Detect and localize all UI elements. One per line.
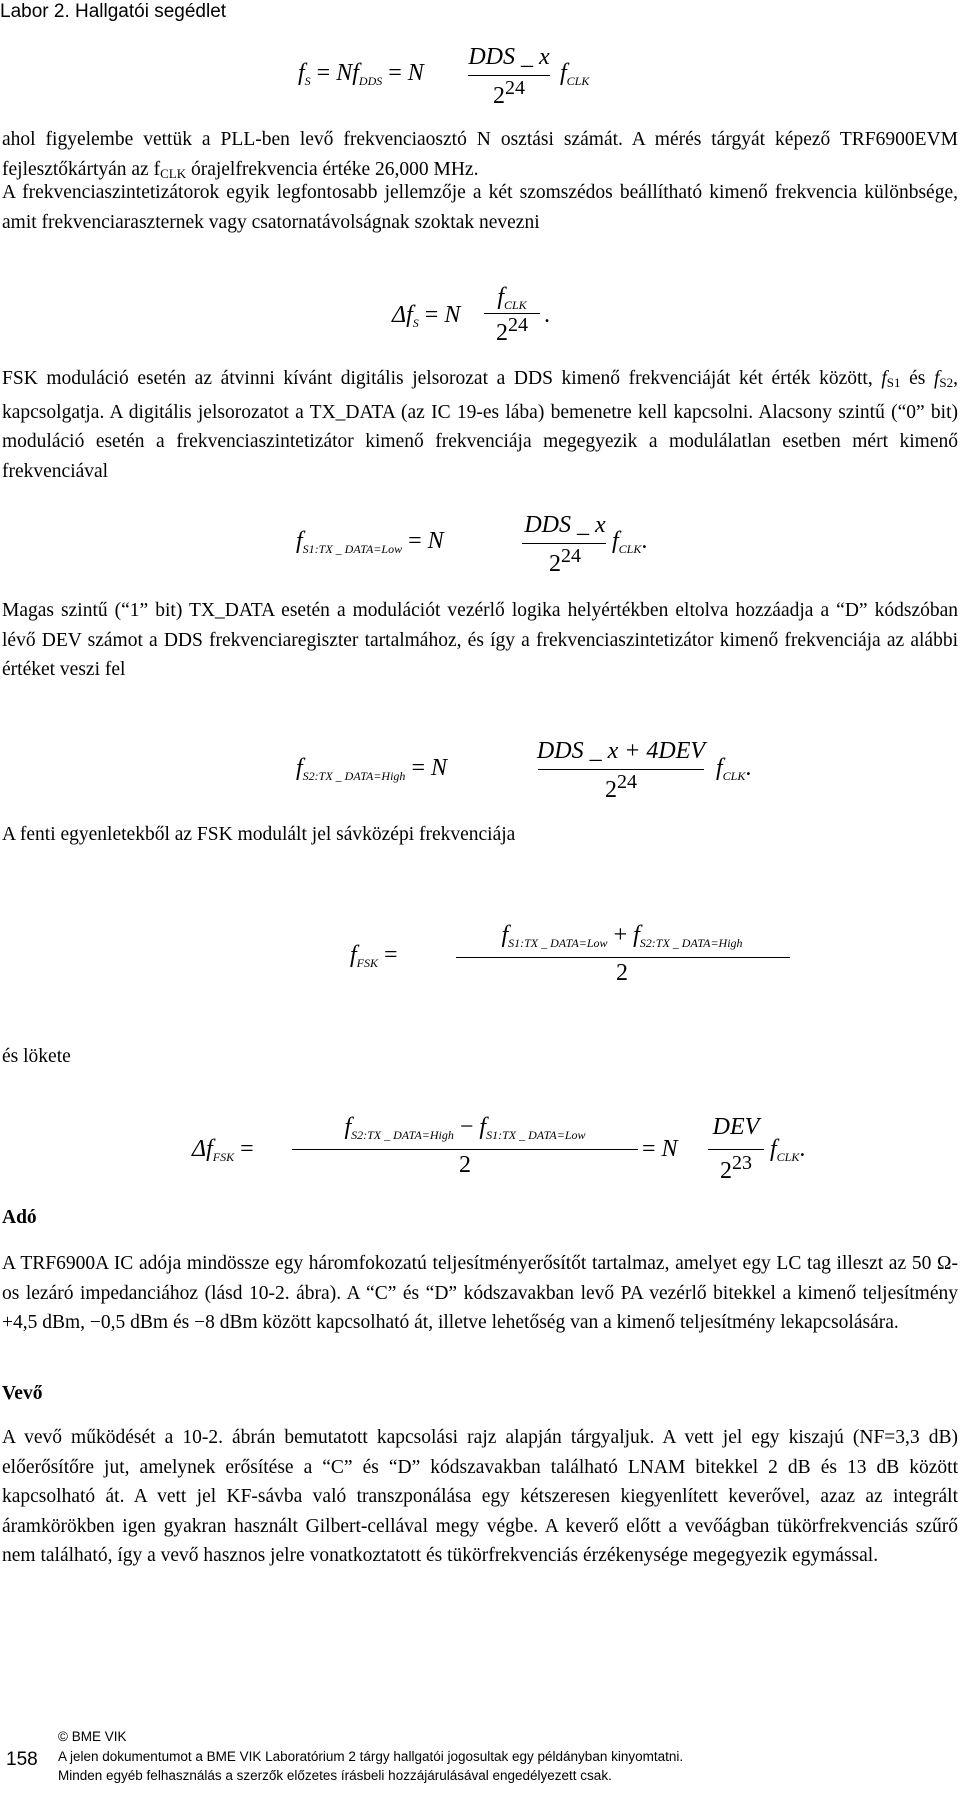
eq2-sub: S <box>412 316 419 330</box>
eq6-den2-exp: 23 <box>732 1152 752 1174</box>
eq6-num-a-sub: S2:TX _ DATA=High <box>351 1128 454 1142</box>
para3-f1-sub: S1 <box>886 375 901 390</box>
eq1-equals-2: = <box>388 60 402 86</box>
eq4-den-exp: 24 <box>617 771 637 793</box>
eq3-equals: = <box>408 528 422 554</box>
eq6-n: N <box>661 1136 678 1162</box>
eq6-num-b: f <box>479 1114 487 1140</box>
footer-line-2: Minden egyéb felhasználás a szerzők előzetes írásbeli hozzájárulásával engedélyezett csak. <box>58 1768 612 1783</box>
paragraph-3-b: , kapcsolgatja. A digitális jelsorozatot a TX_DATA (az IC 19-es lába) bemenetre kell kapcsolni. Alacsony szintű (“0” bit) moduláció esetén a frekvenciaszintetizátor kimenő frekvenciája megegyezik a modulálatlan esetben mért kimenő frekvenciával <box>2 368 958 482</box>
eq5-lhs: f <box>350 942 357 968</box>
page-header: Labor 2. Hallgatói segédlet <box>0 1 227 22</box>
eq3-lhs: f <box>296 528 303 554</box>
paragraph-3 <box>2 364 958 486</box>
eq6-num2: DEV <box>712 1114 760 1140</box>
eq1-nf-sub: DDS <box>358 74 383 88</box>
eq6-num-b-sub: S1:TX _ DATA=Low <box>486 1128 586 1142</box>
eq2-delta: Δf <box>392 302 413 328</box>
eq1-lhs-sub: S <box>304 74 311 88</box>
eq6-dot: . <box>799 1136 806 1162</box>
para3-f1: f <box>881 368 887 389</box>
paragraph-ado: A TRF6900A IC adója mindössze egy háromfokozatú teljesítményerősítőt tartalmaz, amelyet egy LC tag illeszt az 50 Ω-os lezáró impedanciához (lásd 10-2. ábra). A “C” és “D” kódszavakban levő PA vezérlő bitekkel a kimenő teljesítmény +4,5 dBm, −0,5 dBm és −8 dBm között kapcsolható át, illetve lehetőség van a kimenő teljesítmény lekapcsolására. <box>2 1253 958 1333</box>
heading-vevo: Vevő <box>2 1383 43 1404</box>
eq5-equals: = <box>384 942 398 968</box>
paragraph-1-tail: órajelfrekvencia értéke 26,000 MHz. <box>186 158 479 180</box>
eq5-num-a-sub: S1:TX _ DATA=Low <box>508 936 608 950</box>
eq1-nf: Nf <box>336 60 359 86</box>
footer-line-1: A jelen dokumentumot a BME VIK Laboratórium 2 tárgy hallgatói jogosultak egy példányban kinyomtatni. <box>58 1749 684 1764</box>
eq5-plus: + <box>613 922 628 948</box>
eq4-lhs: f <box>296 755 303 781</box>
eq1-f-sub: CLK <box>566 74 590 88</box>
eq4-dot: . <box>745 755 752 781</box>
eq6-denominator: 2 <box>459 1152 471 1178</box>
eq5-num-b: f <box>633 922 640 948</box>
para3-f2-sub: S2 <box>939 375 954 390</box>
eq6-f-sub: CLK <box>776 1150 800 1164</box>
para3-f2: f <box>933 368 940 389</box>
eq3-n: N <box>427 528 444 554</box>
eq3-numerator: DDS _ x <box>524 512 606 538</box>
paragraph-1-sub: CLK <box>160 165 187 181</box>
eq1-numerator: DDS _ x <box>468 44 550 70</box>
eq4-lhs-sub: S2:TX _ DATA=High <box>302 769 406 783</box>
paragraph-1-text: ahol figyelembe vettük a PLL-ben levő frekvenciaosztó N osztási számát. A mérés tárgyát képező TRF6900EVM fejlesztőkártyán az f <box>2 129 958 180</box>
eq2-equals: = <box>424 302 439 328</box>
eq3-f: f <box>612 528 619 554</box>
paragraph-5: A fenti egyenletekből az FSK modulált jel sávközépi frekvenciája <box>2 824 516 845</box>
eq2-dot: . <box>544 302 550 328</box>
paragraph-2: A frekvenciaszintetizátorok egyik legfontosabb jellemzője a két szomszédos beállítható kimenő frekvencia különbsége, amit frekvenciaraszternek vagy csatornatávolságnak szoktak nevezni <box>2 182 958 233</box>
eq2-denominator: 2 <box>496 320 508 346</box>
eq2-den-exp: 24 <box>508 314 528 336</box>
eq6-minus: − <box>459 1114 474 1140</box>
eq4-denominator: 2 <box>605 777 617 803</box>
heading-ado: Adó <box>2 1207 37 1228</box>
eq2-n: N <box>444 302 461 328</box>
paragraph-4: Magas szintű (“1” bit) TX_DATA esetén a modulációt vezérlő logika helyértékben eltolva hozzáadja a “D” kódszóban lévő DEV számot a DDS frekvenciaregiszter tartalmához, és így a frekvenciaszintetizátor kimenő frekvenciája az alábbi értéket veszi fel <box>2 600 958 680</box>
eq3-lhs-sub: S1:TX _ DATA=Low <box>302 542 403 556</box>
para3-and: és <box>900 368 934 389</box>
eq4-f: f <box>716 755 723 781</box>
eq6-den2: 2 <box>720 1158 732 1184</box>
paragraph-3-a: FSK moduláció esetén az átvinni kívánt digitális jelsorozat a DDS kimenő frekvenciáját két érték között, <box>2 368 882 389</box>
eq6-f: f <box>770 1136 777 1162</box>
eq5-num-a: f <box>501 922 509 948</box>
page-number: 158 <box>6 1749 38 1770</box>
eq6-equals: = <box>240 1136 254 1162</box>
eq2-numerator: f <box>497 284 504 310</box>
paragraph-vevo: A vevő működését a 10-2. ábrán bemutatott kapcsolási rajz alapján tárgyaljuk. A vett jel egy kiszajú (NF=3,3 dB) előerősítőre jut, amelynek erősítése a “C” és “D” kódszavakban található LNAM bitekkel 2 dB és 13 dB között kapcsolható át. A vett jel KF-sávba való transzponálása egy kétszeresen kiegyenlített keverővel, azaz az integrált áramkörökben igen gyakran használt Gilbert-cellával megy végbe. A keverő előtt a vevőágban tükörfrekvenciás szűrő nem található, így a vevő hasznos jelre vonatkoztatott és tükörfrekvenciás érzékenysége megegyezik egymással. <box>2 1427 958 1566</box>
eq1-lhs: f <box>298 60 305 86</box>
eq3-dot: . <box>641 528 648 554</box>
eq4-f-sub: CLK <box>722 769 746 783</box>
footer-copyright: © BME VIK <box>58 1729 127 1744</box>
eq6-delta: Δf <box>192 1136 213 1162</box>
eq1-equals: = <box>316 60 331 86</box>
eq6-num-a: f <box>344 1114 352 1140</box>
eq2-num-sub: CLK <box>503 298 527 312</box>
eq1-den-exp: 24 <box>505 77 525 99</box>
eq1-denominator: 2 <box>493 83 505 109</box>
eq3-den-exp: 24 <box>561 545 581 567</box>
eq1-f: f <box>560 60 567 86</box>
eq5-lhs-sub: FSK <box>356 956 379 970</box>
eq5-denominator: 2 <box>616 960 628 986</box>
eq3-denominator: 2 <box>549 551 561 577</box>
eq4-equals: = <box>411 755 425 781</box>
eq5-num-b-sub: S2:TX _ DATA=High <box>639 936 743 950</box>
eq4-n: N <box>430 755 447 781</box>
eq4-numerator: DDS _ x + 4DEV <box>536 738 706 764</box>
eq6-equals-2: = <box>642 1136 656 1162</box>
eq1-n: N <box>407 60 424 86</box>
paragraph-6: és lökete <box>2 1046 71 1067</box>
eq6-sub: FSK <box>212 1150 235 1164</box>
eq3-f-sub: CLK <box>618 542 642 556</box>
